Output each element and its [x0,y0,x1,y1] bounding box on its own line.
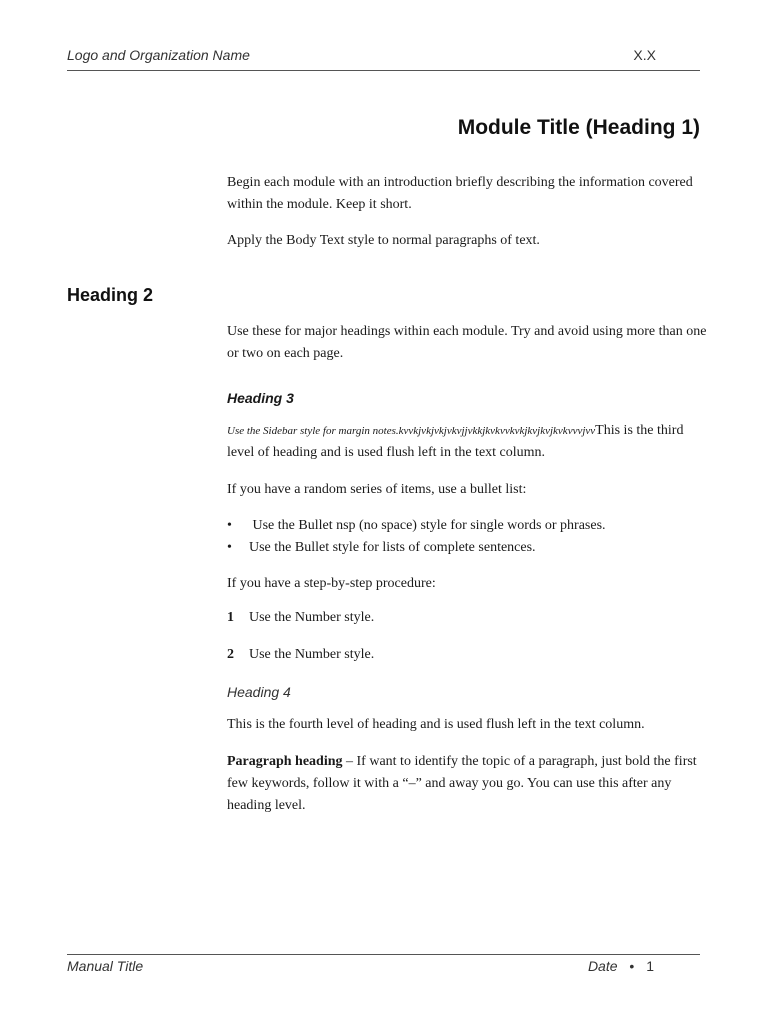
bullet-intro [227,479,707,501]
heading-3-paragraph [227,420,707,464]
heading-3-body [227,420,707,464]
heading-2-paragraph: Use these for major headings within each module. Try and avoid using more than one or two on each page. [227,324,707,361]
bullet-marker: • [227,518,232,533]
manual-title: Manual Title [67,958,144,974]
heading-2: Heading 2 [67,285,154,305]
sidebar-note: Use the Sidebar style for margin notes.kvvkjvkjvkjvkvjjvkkjkvkvvkvkjkvjkvjkvkvvvjvv [227,425,596,437]
page-number: 1 [646,958,654,974]
heading-4-body [227,714,707,736]
version-label: X.X [633,47,656,63]
heading-4: Heading 4 [227,684,291,700]
procedure-intro-text: If you have a step-by-step procedure: [227,576,436,591]
page-footer [67,958,699,974]
bullet-marker: • [227,540,232,555]
numbered-step [227,607,707,629]
logo-org-name: Logo and Organization Name [67,47,250,63]
list-item [227,537,707,559]
procedure-intro [227,573,707,595]
intro-section [227,172,707,252]
paragraph-heading-section [227,751,707,817]
footer-bullet: • [629,958,635,974]
footer-rule [67,954,700,955]
bullet-text: Use the Bullet nsp (no space) style for single words or phrases. [249,518,606,533]
heading-3-text: This is the third level of heading and is used flush left in the text column. [227,423,684,460]
intro-paragraph-2: Apply the Body Text style to normal paragraphs of text. [227,233,540,248]
heading-2-body [227,321,707,365]
list-item [227,515,707,537]
heading-3-section [227,387,707,409]
step-number: 2 [227,647,234,662]
paragraph-heading-text: – If want to identify the topic of a paragraph, just bold the first few keywords, follow it with a “–” and away you go. You can use this after any heading level. [227,754,697,813]
heading-4-section [227,681,707,703]
page-header [67,47,699,63]
module-title: Module Title (Heading 1) [457,116,700,139]
numbered-step [227,644,707,666]
footer-date: Date [587,958,618,974]
bullet-list [227,515,707,559]
header-rule [67,70,700,71]
step-text: Use the Number style. [249,610,375,625]
paragraph-heading: Paragraph heading [227,754,343,769]
paragraph-heading-paragraph [227,751,707,817]
heading-4-paragraph: This is the fourth level of heading and is used flush left in the text column. [227,717,645,732]
bullet-text: Use the Bullet style for lists of complete sentences. [249,540,536,555]
intro-paragraph-1: Begin each module with an introduction briefly describing the information covered within the module. Keep it short. [227,175,693,212]
heading-3: Heading 3 [227,390,294,406]
footer-date-page [588,958,654,974]
step-number: 1 [227,610,234,625]
step-text: Use the Number style. [249,647,375,662]
bullet-intro-text: If you have a random series of items, use a bullet list: [227,482,527,497]
